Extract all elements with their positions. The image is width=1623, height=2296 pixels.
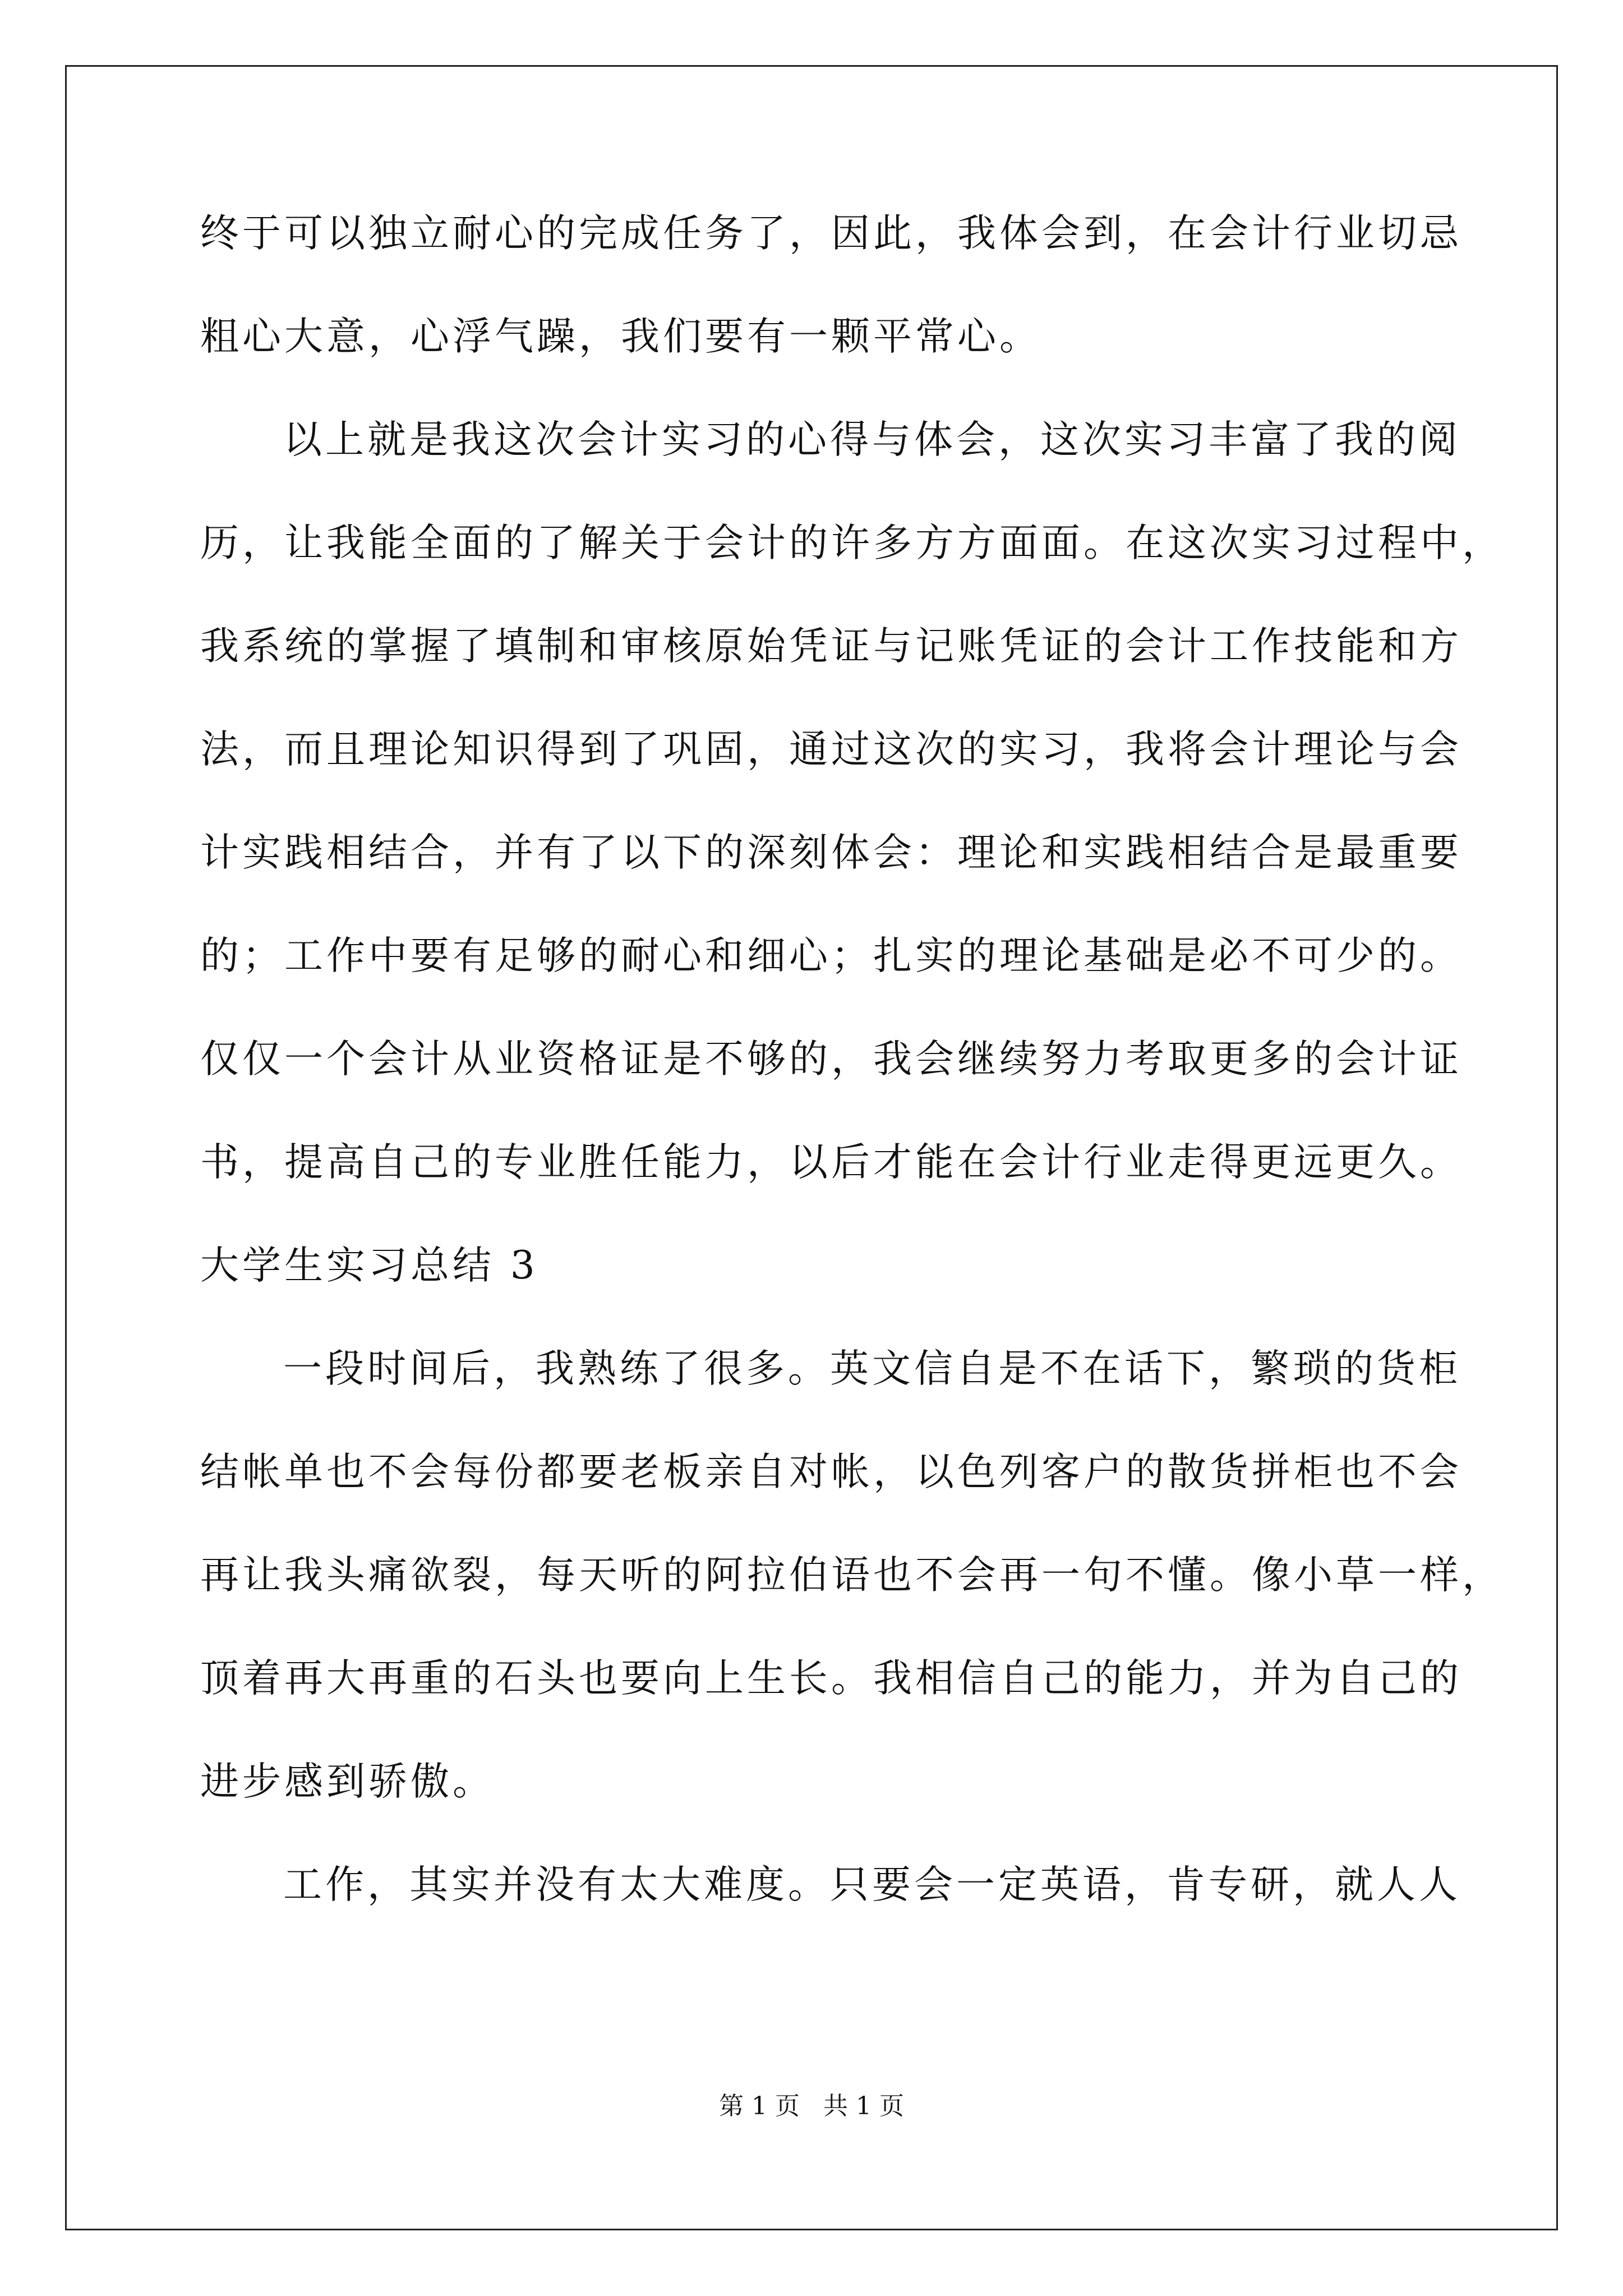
text-line-14: 再让我头痛欲裂，每天听的阿拉伯语也不会再一句不懂。像小草一样， [200, 1553, 1504, 1598]
section-heading: 大学生实习总结 3 [200, 1243, 538, 1288]
page-footer: 第 1 页 共 1 页 [719, 2092, 904, 2120]
text-line-1: 终于可以独立耐心的完成任务了，因此，我体会到，在会计行业切忌 [200, 211, 1462, 256]
paragraph-first-line: 以上就是我这次会计实习的心得与体会，这次实习丰富了我的阅 [283, 417, 1461, 462]
text-line-4: 历，让我能全面的了解关于会计的许多方方面面。在这次实习过程中， [200, 521, 1504, 565]
text-line-16: 进步感到骄傲。 [200, 1759, 495, 1804]
paragraph-first-line: 工作，其实并没有太大难度。只要会一定英语，肯专研，就人人 [283, 1862, 1461, 1907]
text-line-13: 结帐单也不会每份都要老板亲自对帐，以色列客户的散货拼柜也不会 [200, 1450, 1462, 1494]
text-line-10: 书，提高自己的专业胜任能力，以后才能在会计行业走得更远更久。 [200, 1140, 1462, 1185]
text-line-2: 粗心大意，心浮气躁，我们要有一颗平常心。 [200, 314, 1041, 359]
text-line-5: 我系统的掌握了填制和审核原始凭证与记账凭证的会计工作技能和方 [200, 624, 1462, 669]
text-line-15: 顶着再大再重的石头也要向上生长。我相信自己的能力，并为自己的 [200, 1656, 1462, 1701]
text-line-6: 法，而且理论知识得到了巩固，通过这次的实习，我将会计理论与会 [200, 727, 1462, 772]
text-line-9: 仅仅一个会计从业资格证是不够的，我会继续努力考取更多的会计证 [200, 1037, 1462, 1082]
text-line-8: 的；工作中要有足够的耐心和细心；扎实的理论基础是必不可少的。 [200, 933, 1462, 978]
paragraph-first-line: 一段时间后，我熟练了很多。英文信自是不在话下，繁琐的货柜 [283, 1346, 1461, 1391]
text-line-7: 计实践相结合，并有了以下的深刻体会：理论和实践相结合是最重要 [200, 830, 1462, 875]
